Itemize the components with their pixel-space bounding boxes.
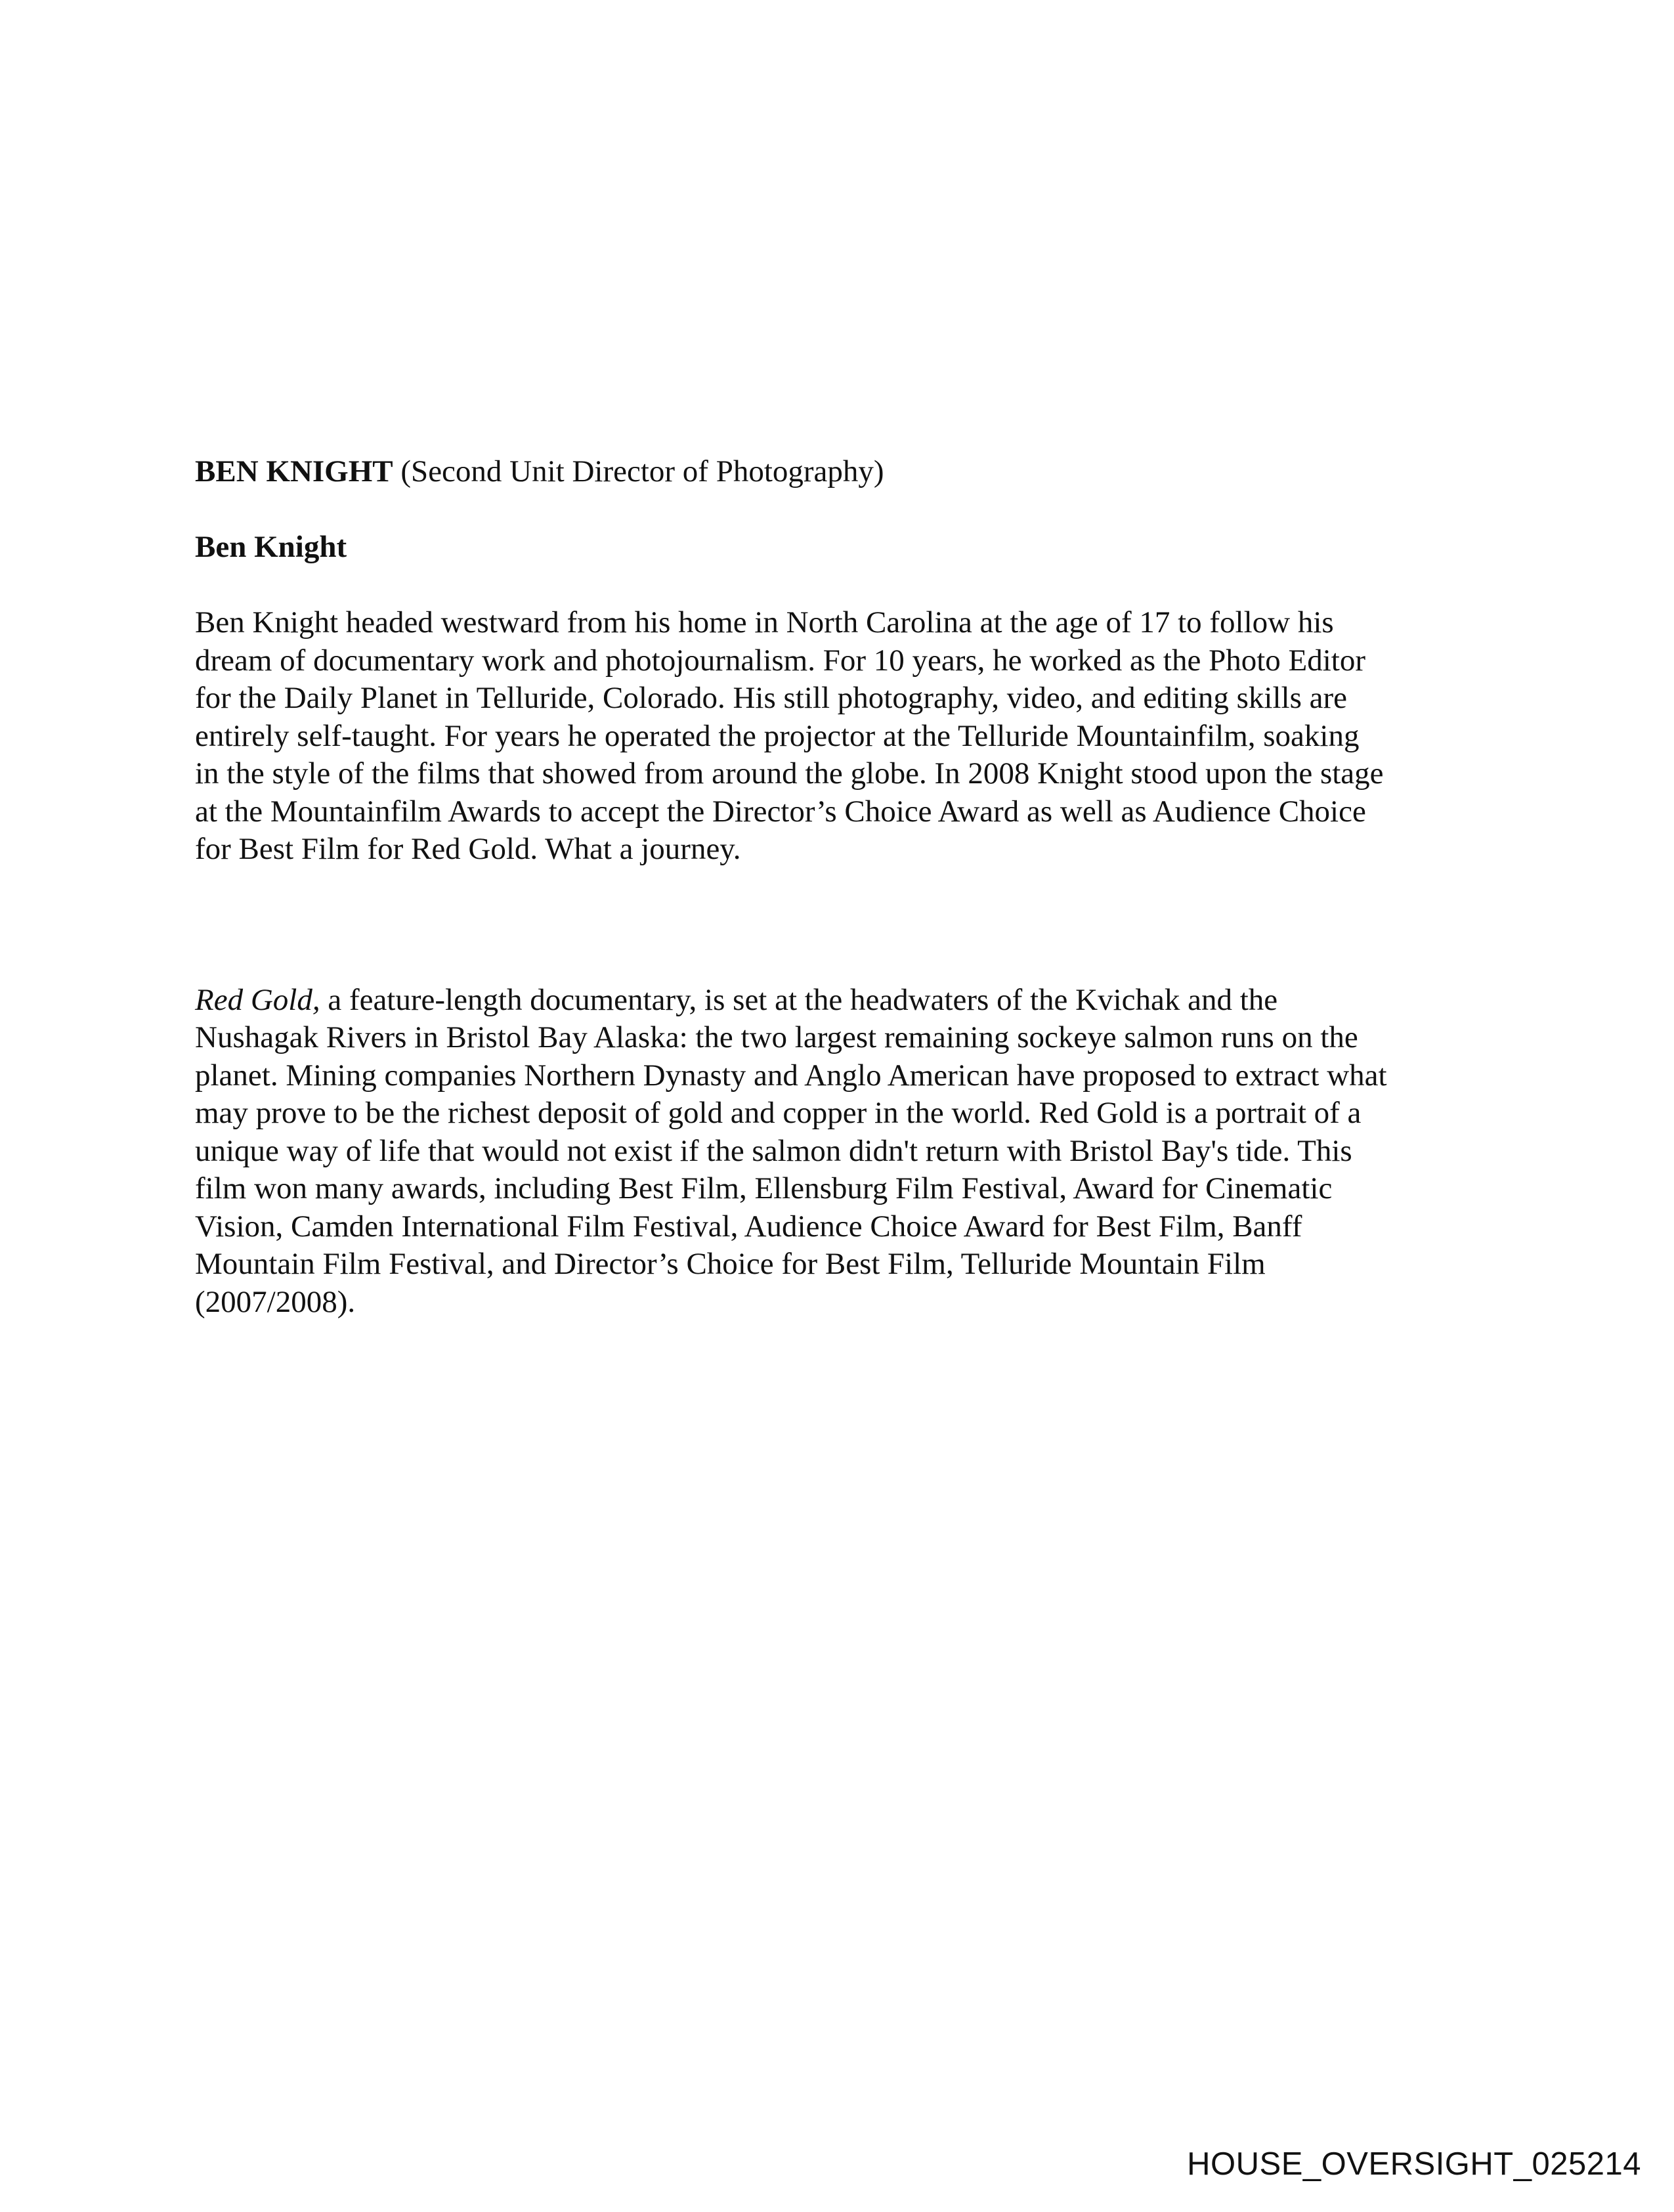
bio-line: in the style of the films that showed from around the globe. In 2008 Knight stood upon the stage: [195, 756, 1384, 791]
bio-line: dream of documentary work and photojournalism. For 10 years, he worked as the Photo Editor: [195, 643, 1365, 678]
document-body: [195, 453, 1495, 1321]
film-title: Red Gold,: [195, 982, 320, 1017]
film-line: planet. Mining companies Northern Dynasty and Anglo American have proposed to extract what: [195, 1058, 1387, 1093]
film-line: unique way of life that would not exist if the salmon didn't return with Bristol Bay's tide. This: [195, 1133, 1352, 1168]
film-line: Vision, Camden International Film Festival, Audience Choice Award for Best Film, Banff: [195, 1209, 1302, 1244]
person-role: (Second Unit Director of Photography): [400, 454, 884, 488]
person-heading: [195, 453, 1495, 491]
person-name: BEN KNIGHT: [195, 454, 393, 488]
bio-line: at the Mountainfilm Awards to accept the Director’s Choice Award as well as Audience Choice: [195, 794, 1366, 829]
film-first-line-text: a feature-length documentary, is set at the headwaters of the Kvichak and the: [320, 982, 1278, 1017]
film-line: Nushagak Rivers in Bristol Bay Alaska: the two largest remaining sockeye salmon runs on the: [195, 1020, 1358, 1054]
bio-subheading: Ben Knight: [195, 529, 347, 564]
bates-number: HOUSE_OVERSIGHT_025214: [1187, 2146, 1641, 2182]
bio-line: for Best Film for Red Gold. What a journey.: [195, 832, 741, 866]
film-first-line: [195, 982, 1495, 1020]
film-line: (2007/2008).: [195, 1284, 356, 1319]
bio-paragraph: [195, 604, 1495, 869]
bio-line: entirely self-taught. For years he operated the projector at the Telluride Mountainfilm, soaking: [195, 718, 1360, 753]
film-line: Mountain Film Festival, and Director’s Choice for Best Film, Telluride Mountain Film: [195, 1247, 1266, 1281]
bio-line: for the Daily Planet in Telluride, Colorado. His still photography, video, and editing skills are: [195, 681, 1347, 715]
bio-line: Ben Knight headed westward from his home in North Carolina at the age of 17 to follow his: [195, 605, 1334, 640]
film-paragraph: [195, 982, 1495, 1322]
film-line: film won many awards, including Best Film, Ellensburg Film Festival, Award for Cinematic: [195, 1171, 1333, 1205]
film-line: may prove to be the richest deposit of gold and copper in the world. Red Gold is a portrait of a: [195, 1096, 1362, 1130]
